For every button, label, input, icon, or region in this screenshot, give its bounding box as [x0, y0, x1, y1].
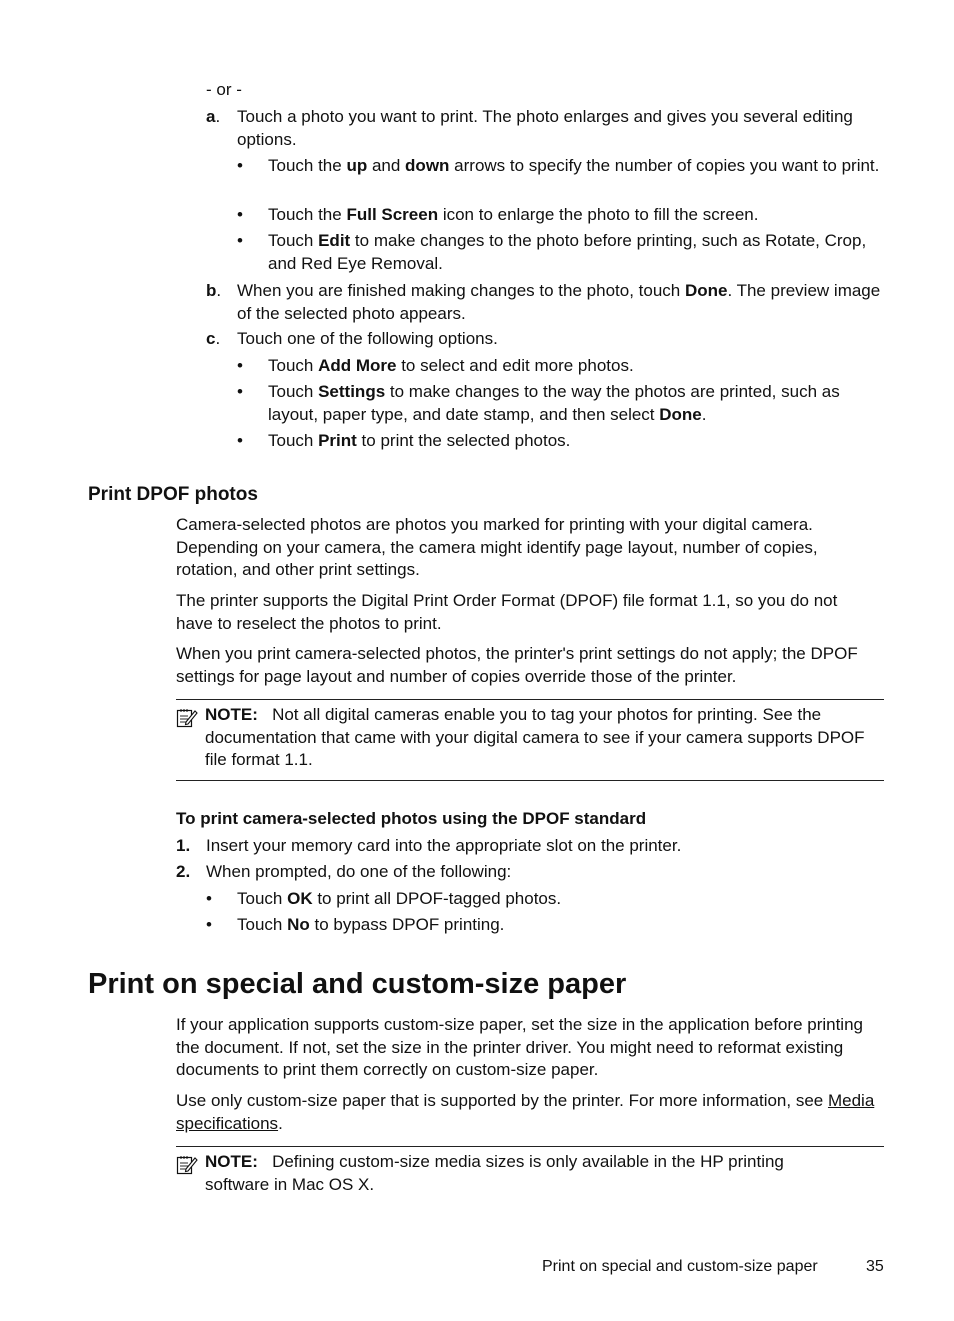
list-label-b: b. — [206, 281, 222, 300]
dpof-paragraph-3: When you print camera-selected photos, the printer's print settings do not apply; the DPOF settings for page layout and number of copies override those of the printer. — [176, 644, 858, 686]
bullet: • — [206, 889, 212, 908]
note-icon — [176, 707, 198, 729]
step-number-2: 2. — [176, 862, 191, 881]
bullet: • — [237, 156, 243, 175]
bullet: • — [237, 356, 243, 375]
bullet: • — [237, 205, 243, 224]
list-item-a-bullet-2: Touch the Full Screen icon to enlarge the photo to fill the screen. — [268, 205, 759, 224]
section-heading-dpof: Print DPOF photos — [88, 484, 258, 505]
step-2-bullet-2: Touch No to bypass DPOF printing. — [237, 915, 505, 934]
list-item-c-bullet-1: Touch Add More to select and edit more photos. — [268, 356, 634, 375]
bullet: • — [237, 382, 243, 401]
step-2-bullet-1: Touch OK to print all DPOF-tagged photos. — [237, 889, 562, 908]
step-number-1: 1. — [176, 836, 191, 855]
bullet: • — [237, 231, 243, 250]
dpof-paragraph-2: The printer supports the Digital Print Order Format (DPOF) file format 1.1, so you do not have to reselect the photos to print. — [176, 591, 838, 633]
list-item-c-bullet-3: Touch Print to print the selected photos. — [268, 431, 571, 450]
bullet: • — [237, 431, 243, 450]
list-item-b: When you are finished making changes to the photo, touch Done. The preview image of the selected photo appears. — [237, 281, 881, 323]
procedure-title: To print camera-selected photos using the DPOF standard — [176, 809, 647, 828]
note-icon — [176, 1154, 198, 1176]
list-item-a: Touch a photo you want to print. The photo enlarges and gives you several editing options. — [237, 107, 853, 149]
list-label-c: c. — [206, 329, 221, 348]
list-item-c: Touch one of the following options. — [237, 329, 498, 348]
dpof-paragraph-1: Camera-selected photos are photos you marked for printing with your digital camera. Depending on your camera, the camera might identify page layout, number of copies, rotation, and other print settings. — [176, 515, 818, 579]
bullet: • — [206, 915, 212, 934]
step-1: Insert your memory card into the appropriate slot on the printer. — [206, 836, 682, 855]
page-number: 35 — [866, 1258, 884, 1275]
step-2: When prompted, do one of the following: — [206, 862, 512, 881]
list-item-c-bullet-2: Touch Settings to make changes to the way the photos are printed, such as layout, paper type, and date stamp, and then select Done. — [268, 382, 840, 424]
footer-section-title: Print on special and custom-size paper — [542, 1258, 818, 1275]
note-top-rule — [176, 699, 884, 700]
list-item-a-bullet-3: Touch Edit to make changes to the photo before printing, such as Rotate, Crop, and Red Eye Removal. — [268, 231, 867, 273]
list-item-a-bullet-1: Touch the up and down arrows to specify the number of copies you want to print. — [268, 156, 880, 175]
page-heading-special: Print on special and custom-size paper — [88, 968, 627, 1000]
note-top-rule — [176, 1146, 884, 1147]
special-note: NOTE: Defining custom-size media sizes is only available in the HP printing software in Mac OS X. — [205, 1152, 784, 1194]
note-bottom-rule — [176, 780, 884, 781]
special-paragraph-2: Use only custom-size paper that is supported by the printer. For more information, see Media specifications. — [176, 1091, 875, 1133]
or-separator: - or - — [206, 80, 242, 99]
special-paragraph-1: If your application supports custom-size paper, set the size in the application before printing the document. If not, set the size in the printer driver. You might need to reformat existing documents to print them correctly on custom-size paper. — [176, 1015, 863, 1079]
list-label-a: a. — [206, 107, 221, 126]
dpof-note: NOTE: Not all digital cameras enable you to tag your photos for printing. See the documentation that came with your digital camera to see if your camera supports DPOF file format 1.1. — [205, 705, 865, 769]
media-specifications-link[interactable]: Media specifications — [176, 1091, 875, 1133]
